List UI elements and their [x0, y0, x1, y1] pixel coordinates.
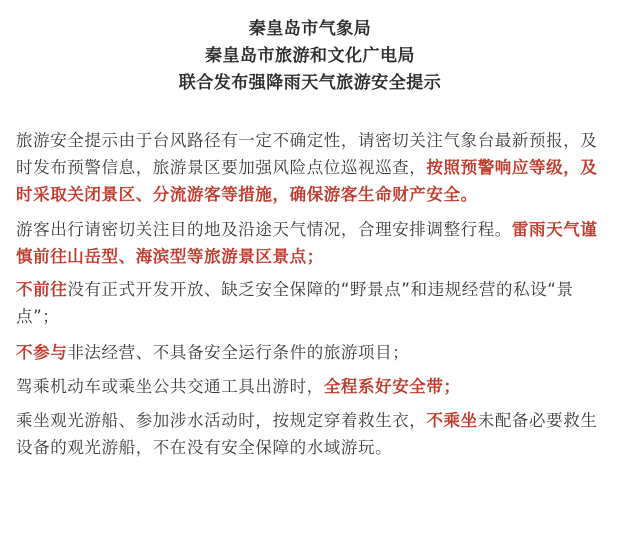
paragraph-emphasis: 不乘坐 [426, 411, 478, 430]
paragraph-scenic-area-safety [16, 127, 604, 208]
paragraph-emphasis: 按照预警响应等级，及时采取关闭景区、分流游客等措施，确保游客生命财产安全。 [16, 158, 598, 204]
paragraph-text: 旅游安全提示由于台风路径有一定不确定性，请密切关注气象台最新预报，及时发布预警信息，旅游景区要加强风险点位巡视巡查， [16, 131, 598, 177]
document-body [16, 127, 604, 461]
paragraph-emphasis: 全程系好安全带； [323, 377, 461, 396]
paragraph-text: 乘坐观光游船、参加涉水活动时，按规定穿着救生衣， [16, 411, 427, 430]
paragraph-text: 没有正式开发开放、缺乏安全保障的“野景点”和违规经营的私设“景点”； [16, 280, 574, 326]
document-header [16, 16, 604, 97]
paragraph-seatbelt [16, 373, 604, 400]
paragraph-emphasis: 雷雨天气谨慎前往山岳型、海滨型等旅游景区景点； [16, 220, 598, 266]
paragraph-emphasis: 不前往 [16, 280, 68, 299]
paragraph-travel-planning [16, 216, 604, 270]
header-title: 联合发布强降雨天气旅游安全提示 [178, 73, 442, 93]
paragraph-text: 非法经营、不具备安全运行条件的旅游项目； [67, 343, 410, 362]
paragraph-text: 未配备必要救生设备的观光游船，不在没有安全保障的水域游玩。 [16, 411, 598, 457]
header-agency-tourism: 秦皇岛市旅游和文化广电局 [205, 46, 415, 66]
paragraph-text: 游客出行请密切关注目的地及沿途天气情况，合理安排调整行程。 [16, 220, 512, 239]
paragraph-emphasis: 不参与 [16, 343, 68, 362]
header-agency-weather: 秦皇岛市气象局 [248, 19, 372, 39]
paragraph-illegal-projects [16, 339, 604, 366]
paragraph-water-safety [16, 407, 604, 461]
paragraph-text: 驾乘机动车或乘坐公共交通工具出游时， [16, 377, 324, 396]
paragraph-unofficial-sites [16, 276, 604, 330]
